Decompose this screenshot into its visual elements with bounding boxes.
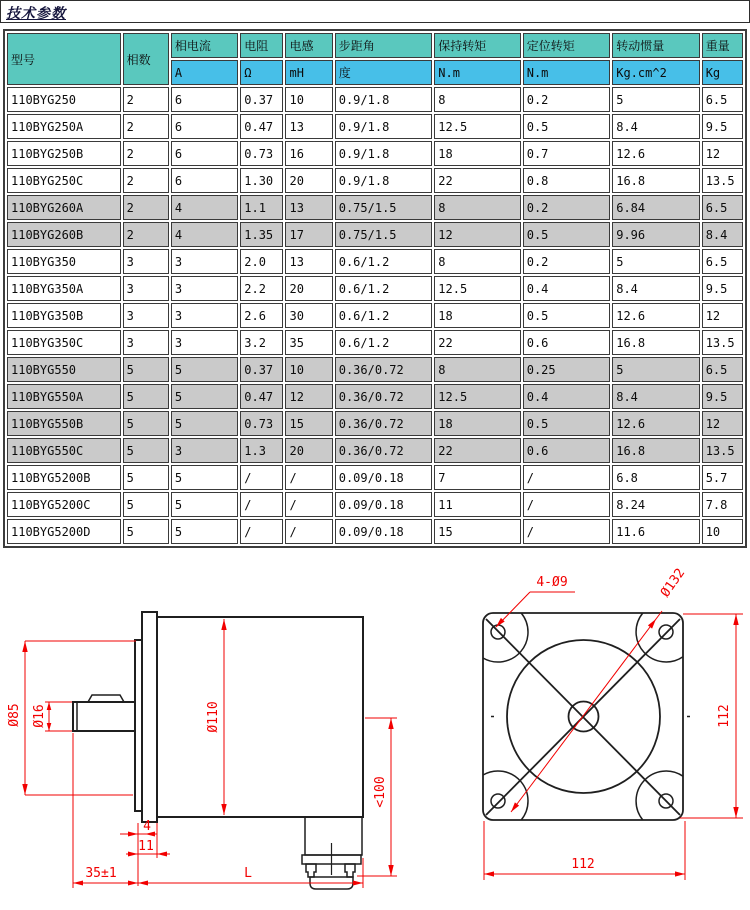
table-cell: 8 <box>434 249 520 274</box>
col-header-model: 型号 <box>7 33 121 85</box>
table-row <box>7 195 743 220</box>
table-cell: 5 <box>171 465 238 490</box>
table-cell: 0.5 <box>523 114 610 139</box>
unit-inertia: Kg.cm^2 <box>612 60 699 85</box>
table-cell: 3 <box>171 249 238 274</box>
table-row <box>7 222 743 247</box>
side-view-drawing <box>0 555 440 910</box>
table-cell: 5.7 <box>702 465 743 490</box>
dim-label: 4-Ø9 <box>536 575 568 590</box>
dim-body-diameter <box>206 619 227 815</box>
table-cell: 0.36/0.72 <box>335 357 433 382</box>
corner-arc <box>636 613 683 662</box>
table-row <box>7 411 743 436</box>
unit-resistance: Ω <box>240 60 283 85</box>
table-cell: 6.8 <box>612 465 699 490</box>
table-cell: 6 <box>171 87 238 112</box>
table-cell: 110BYG250B <box>7 141 121 166</box>
table-cell: 2 <box>123 87 169 112</box>
table-cell: 17 <box>285 222 332 247</box>
table-row <box>7 384 743 409</box>
table-cell: 12 <box>285 384 332 409</box>
table-cell: 110BYG550C <box>7 438 121 463</box>
technical-drawings <box>0 555 750 910</box>
table-cell: 5 <box>123 384 169 409</box>
table-cell: 0.6 <box>523 330 610 355</box>
table-row <box>7 330 743 355</box>
table-cell: 16.8 <box>612 438 699 463</box>
table-cell: 0.6/1.2 <box>335 249 433 274</box>
table-cell: 3 <box>171 276 238 301</box>
col-header-inductance: 电感 <box>285 33 332 58</box>
shaft-key <box>88 695 124 702</box>
table-cell: 0.25 <box>523 357 610 382</box>
table-cell: 12 <box>434 222 520 247</box>
table-cell: 110BYG5200B <box>7 465 121 490</box>
table-cell: 5 <box>612 357 699 382</box>
table-cell: 0.73 <box>240 141 283 166</box>
table-cell: 5 <box>171 411 238 436</box>
table-cell: 2 <box>123 168 169 193</box>
table-row <box>7 249 743 274</box>
dim-shaft-diameter <box>32 702 72 731</box>
table-cell: 5 <box>171 357 238 382</box>
table-cell: 0.6/1.2 <box>335 303 433 328</box>
terminal-box <box>302 817 362 889</box>
table-cell: 20 <box>285 438 332 463</box>
table-cell: 0.5 <box>523 303 610 328</box>
col-header-current: 相电流 <box>171 33 238 58</box>
col-header-resistance: 电阻 <box>240 33 283 58</box>
table-cell: 22 <box>434 168 520 193</box>
table-row <box>7 87 743 112</box>
bolt-hole <box>491 794 505 808</box>
table-cell: 2 <box>123 195 169 220</box>
table-cell: 0.6 <box>523 438 610 463</box>
table-cell: 8.4 <box>702 222 743 247</box>
table-cell: 30 <box>285 303 332 328</box>
dim-label: 4 <box>143 819 151 834</box>
table-cell: 5 <box>171 384 238 409</box>
table-cell: 3 <box>123 303 169 328</box>
table-cell: 0.09/0.18 <box>335 519 433 544</box>
table-cell: 11.6 <box>612 519 699 544</box>
dim-flange-diameter <box>7 641 136 795</box>
col-header-detent-torque: 定位转矩 <box>523 33 610 58</box>
table-cell: 6.84 <box>612 195 699 220</box>
table-cell: 6 <box>171 141 238 166</box>
table-cell: 5 <box>612 249 699 274</box>
table-cell: 110BYG350C <box>7 330 121 355</box>
table-cell: 18 <box>434 141 520 166</box>
table-cell: 1.30 <box>240 168 283 193</box>
dim-label: 112 <box>571 857 595 872</box>
table-cell: 18 <box>434 411 520 436</box>
table-cell: 8.24 <box>612 492 699 517</box>
unit-holding-torque: N.m <box>434 60 520 85</box>
table-cell: 3 <box>171 303 238 328</box>
dim-label: Ø85 <box>7 703 22 727</box>
table-cell: 110BYG550 <box>7 357 121 382</box>
dim-label: Ø16 <box>32 704 47 728</box>
table-cell: 110BYG250C <box>7 168 121 193</box>
unit-weight: Kg <box>702 60 743 85</box>
table-cell: 8.4 <box>612 276 699 301</box>
table-cell: 12 <box>702 411 743 436</box>
col-header-holding-torque: 保持转矩 <box>434 33 520 58</box>
table-cell: 7 <box>434 465 520 490</box>
header-row-labels <box>7 33 743 58</box>
table-cell: 0.9/1.8 <box>335 114 433 139</box>
table-cell: 110BYG250A <box>7 114 121 139</box>
shaft <box>73 702 135 731</box>
table-cell: 13.5 <box>702 330 743 355</box>
table-cell: 12.6 <box>612 303 699 328</box>
table-cell: 15 <box>434 519 520 544</box>
table-cell: 22 <box>434 330 520 355</box>
table-cell: 13 <box>285 195 332 220</box>
table-cell: 16.8 <box>612 168 699 193</box>
table-cell: 1.35 <box>240 222 283 247</box>
table-cell: 13 <box>285 114 332 139</box>
table-cell: 6.5 <box>702 249 743 274</box>
table-cell: 0.6/1.2 <box>335 276 433 301</box>
table-row <box>7 114 743 139</box>
table-cell: 0.09/0.18 <box>335 492 433 517</box>
table-cell: 110BYG250 <box>7 87 121 112</box>
table-cell: 2.2 <box>240 276 283 301</box>
table-cell: 2 <box>123 222 169 247</box>
table-cell: 6.5 <box>702 87 743 112</box>
col-header-step-angle: 步距角 <box>335 33 433 58</box>
table-cell: 0.6/1.2 <box>335 330 433 355</box>
table-cell: 9.5 <box>702 114 743 139</box>
table-row <box>7 141 743 166</box>
table-cell: 4 <box>171 195 238 220</box>
dim-flange-thickness <box>126 839 170 857</box>
terminal-pin <box>306 864 316 877</box>
table-cell: 12 <box>702 141 743 166</box>
table-cell: 20 <box>285 276 332 301</box>
table-cell: 8.4 <box>612 114 699 139</box>
table-cell: 5 <box>171 492 238 517</box>
table-cell: 0.47 <box>240 114 283 139</box>
table-cell: 5 <box>123 465 169 490</box>
table-cell: 5 <box>171 519 238 544</box>
table-cell: 8 <box>434 87 520 112</box>
table-cell: 110BYG260B <box>7 222 121 247</box>
dim-label: 112 <box>717 704 732 728</box>
table-cell: 13.5 <box>702 438 743 463</box>
table-row <box>7 357 743 382</box>
terminal-pin <box>345 864 355 877</box>
dim-label: Ø132 <box>658 565 689 601</box>
dim-bolt-holes <box>496 575 575 627</box>
table-cell: 5 <box>123 519 169 544</box>
table-cell: 7.8 <box>702 492 743 517</box>
table-row <box>7 492 743 517</box>
table-cell: / <box>523 492 610 517</box>
table-cell: 6 <box>171 168 238 193</box>
table-cell: 0.75/1.5 <box>335 195 433 220</box>
table-row <box>7 303 743 328</box>
table-cell: 6 <box>171 114 238 139</box>
spec-table <box>3 29 747 548</box>
dim-label: 35±1 <box>85 866 117 881</box>
table-cell: 13.5 <box>702 168 743 193</box>
table-cell: 0.47 <box>240 384 283 409</box>
col-header-phases: 相数 <box>123 33 169 85</box>
table-cell: 110BYG350A <box>7 276 121 301</box>
table-cell: 0.75/1.5 <box>335 222 433 247</box>
table-cell: 10 <box>285 87 332 112</box>
dim-label: L <box>244 866 252 881</box>
table-cell: 10 <box>285 357 332 382</box>
table-cell: / <box>523 465 610 490</box>
table-cell: 12.5 <box>434 384 520 409</box>
table-cell: 0.8 <box>523 168 610 193</box>
table-cell: 110BYG5200D <box>7 519 121 544</box>
table-cell: 0.4 <box>523 384 610 409</box>
pilot-boss <box>135 640 142 811</box>
table-cell: 4 <box>171 222 238 247</box>
table-cell: 0.5 <box>523 411 610 436</box>
table-cell: 1.3 <box>240 438 283 463</box>
table-cell: 0.36/0.72 <box>335 411 433 436</box>
unit-inductance: mH <box>285 60 332 85</box>
table-cell: 11 <box>434 492 520 517</box>
unit-step-angle: 度 <box>335 60 433 85</box>
table-cell: 15 <box>285 411 332 436</box>
table-cell: / <box>240 519 283 544</box>
dim-shaft-length <box>73 733 138 888</box>
mounting-flange <box>142 612 157 822</box>
table-cell: 110BYG550A <box>7 384 121 409</box>
page-title: 技术参数 <box>6 6 66 22</box>
table-cell: 8 <box>434 195 520 220</box>
table-row <box>7 168 743 193</box>
table-cell: 18 <box>434 303 520 328</box>
table-cell: 0.9/1.8 <box>335 87 433 112</box>
table-cell: 6.5 <box>702 357 743 382</box>
col-header-inertia: 转动惯量 <box>612 33 699 58</box>
table-cell: 12.5 <box>434 276 520 301</box>
table-cell: 3.2 <box>240 330 283 355</box>
table-cell: 0.2 <box>523 87 610 112</box>
table-cell: 110BYG260A <box>7 195 121 220</box>
table-row <box>7 438 743 463</box>
table-cell: 0.36/0.72 <box>335 384 433 409</box>
table-row <box>7 519 743 544</box>
table-cell: 5 <box>612 87 699 112</box>
table-cell: 2.0 <box>240 249 283 274</box>
table-cell: 13 <box>285 249 332 274</box>
table-cell: 12 <box>702 303 743 328</box>
dim-motor-length <box>138 858 363 888</box>
table-row <box>7 465 743 490</box>
dim-label: <100 <box>373 776 388 808</box>
table-cell: 5 <box>123 492 169 517</box>
unit-detent-torque: N.m <box>523 60 610 85</box>
table-cell: 22 <box>434 438 520 463</box>
table-cell: 3 <box>123 330 169 355</box>
table-cell: 6.5 <box>702 195 743 220</box>
table-cell: 8.4 <box>612 384 699 409</box>
dim-label: 11 <box>138 839 154 854</box>
table-cell: 2 <box>123 141 169 166</box>
table-cell: 2 <box>123 114 169 139</box>
table-cell: 110BYG550B <box>7 411 121 436</box>
table-cell: 0.37 <box>240 357 283 382</box>
table-cell: 110BYG5200C <box>7 492 121 517</box>
table-cell: 110BYG350 <box>7 249 121 274</box>
table-cell: / <box>285 465 332 490</box>
table-cell: 12.5 <box>434 114 520 139</box>
table-cell: 9.96 <box>612 222 699 247</box>
table-cell: 0.7 <box>523 141 610 166</box>
table-cell: 16.8 <box>612 330 699 355</box>
table-cell: 3 <box>171 330 238 355</box>
table-cell: / <box>240 492 283 517</box>
dim-flange-width <box>484 821 685 880</box>
table-cell: 0.2 <box>523 249 610 274</box>
motor-body <box>157 617 363 817</box>
table-cell: 9.5 <box>702 276 743 301</box>
table-cell: 5 <box>123 411 169 436</box>
front-view-drawing <box>455 555 750 910</box>
table-cell: 0.9/1.8 <box>335 141 433 166</box>
table-cell: 12.6 <box>612 141 699 166</box>
table-cell: 5 <box>123 438 169 463</box>
table-cell: 110BYG350B <box>7 303 121 328</box>
table-cell: 0.37 <box>240 87 283 112</box>
table-cell: 5 <box>123 357 169 382</box>
table-row <box>7 276 743 301</box>
table-cell: 3 <box>171 438 238 463</box>
table-cell: 0.73 <box>240 411 283 436</box>
spec-table-body <box>7 87 743 544</box>
table-cell: 12.6 <box>612 411 699 436</box>
table-cell: / <box>285 492 332 517</box>
table-cell: 8 <box>434 357 520 382</box>
table-cell: 9.5 <box>702 384 743 409</box>
table-cell: 0.09/0.18 <box>335 465 433 490</box>
col-header-weight: 重量 <box>702 33 743 58</box>
table-cell: 0.36/0.72 <box>335 438 433 463</box>
title-bar <box>0 0 750 23</box>
table-cell: 1.1 <box>240 195 283 220</box>
unit-current: A <box>171 60 238 85</box>
table-cell: 10 <box>702 519 743 544</box>
table-cell: 0.4 <box>523 276 610 301</box>
terminal-box-body <box>305 817 362 855</box>
table-cell: / <box>240 465 283 490</box>
table-cell: 0.9/1.8 <box>335 168 433 193</box>
table-cell: / <box>285 519 332 544</box>
table-cell: 0.5 <box>523 222 610 247</box>
table-cell: 2.6 <box>240 303 283 328</box>
bolt-holes <box>483 613 690 820</box>
table-cell: 3 <box>123 276 169 301</box>
table-cell: 20 <box>285 168 332 193</box>
table-cell: 35 <box>285 330 332 355</box>
dim-bolt-circle <box>511 566 688 812</box>
table-cell: 16 <box>285 141 332 166</box>
dim-label: Ø110 <box>206 701 221 733</box>
table-cell: / <box>523 519 610 544</box>
table-cell: 0.2 <box>523 195 610 220</box>
table-cell: 3 <box>123 249 169 274</box>
